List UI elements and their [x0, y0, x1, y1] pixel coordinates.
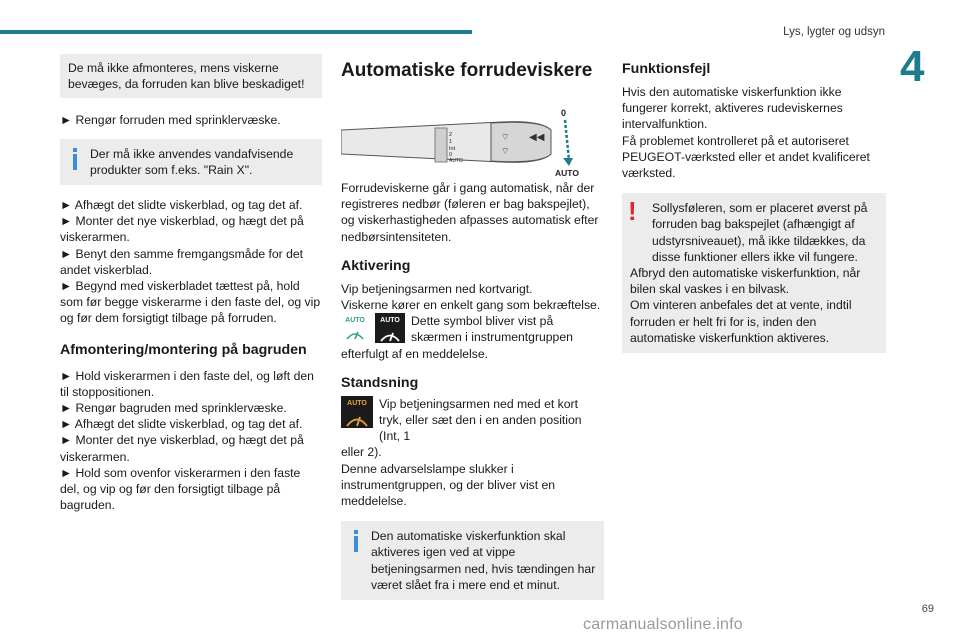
warning-text-2: Afbryd den automatiske viskerfunktion, når bilen skal vaskes i en bilvask.	[630, 266, 861, 297]
warning-text-1: Sollysføleren, som er placeret øverst på forruden bag bakspejlet (afhængigt af udstyrsniveauet), må ikke tildækkes, da disse funktioner ellers ikke vil fungere.	[652, 201, 868, 264]
stalk-scale-label: 1	[449, 139, 453, 145]
step-item: ► Afhægt det slidte viskerblad, og tag det af.	[60, 198, 303, 213]
arrow-head-icon	[563, 158, 573, 166]
heading-malfunction: Funktionsfejl	[622, 61, 711, 77]
column-1	[60, 54, 322, 513]
chapter-number: 4	[900, 42, 925, 91]
wiper-stalk-illustration	[341, 106, 579, 178]
info-icon	[70, 148, 79, 170]
stalk-scale-label: 0	[449, 152, 453, 158]
steps-list	[60, 197, 322, 327]
push-down-arrow-icon	[565, 120, 569, 160]
watermark: carmanualsonline.info	[583, 616, 743, 633]
section-heading: Automatiske forrudeviskere	[341, 60, 593, 81]
symbol-label: AUTO	[347, 399, 367, 407]
step-item: ► Hold viskerarmen i den faste del, og løft den til stoppositionen.	[60, 368, 314, 399]
intro-text: Forrudeviskerne går i gang automatisk, når der registreres nedbør (føleren er bag bakspejlet), og viskerhastigheden afpasses automatisk efter nedbørsintensiteten.	[341, 181, 599, 244]
note-box	[60, 54, 322, 98]
step-text: ► Rengør forruden med sprinklervæske.	[60, 113, 281, 128]
warning-exclamation-icon: !	[628, 196, 637, 227]
wiper-stalk-drawing	[341, 106, 581, 178]
stop-symbol-text: Vip betjeningsarmen ned med et kort tryk, eller sæt den i en anden position (Int, 1	[379, 396, 582, 444]
info-box	[341, 521, 604, 600]
fault-text-1: Hvis den automatiske viskerfunktion ikke fungerer korrekt, aktiveres rudeviskernes intervalfunktion.	[622, 85, 843, 132]
info-text: Den automatiske viskerfunktion skal aktiveres igen ved at vippe betjeningsarmen ned, hvis tændingen har været slået fra i mere end et minut.	[371, 529, 596, 592]
activate-tail-text: efterfulgt af en meddelelse.	[341, 346, 489, 361]
stop-text-2: Denne advarselslampe slukker i instrumentgruppen, og der bliver vist en meddelelse.	[341, 461, 556, 509]
fault-text-2: Få problemet kontrolleret på et autoriseret PEUGEOT-værksted eller et andet kvalificeret værksted.	[622, 133, 870, 181]
column-3	[622, 54, 886, 353]
note-text: De må ikke afmonteres, mens viskerne bevæges, da forruden kan blive beskadiget!	[68, 61, 305, 92]
stalk-scale-label: Int	[449, 146, 456, 152]
header-accent-bar	[0, 30, 472, 34]
step-item: ► Monter det nye viskerblad, og hægt det på viskerarmen.	[60, 433, 304, 464]
stop-tail-text: eller 2).	[341, 445, 382, 460]
activate-symbol-row	[341, 313, 604, 345]
step-item: ► Rengør bagruden med sprinklervæske.	[60, 401, 287, 416]
section-title: Lys, lygter og udsyn	[783, 26, 885, 38]
symbol-label: AUTO	[345, 317, 365, 325]
auto-wiper-filled-icon	[375, 313, 405, 343]
heading-stop: Standsning	[341, 374, 419, 391]
symbol-label: AUTO	[380, 317, 400, 325]
step-item: ► Afhægt det slidte viskerblad, og tag det af.	[60, 417, 303, 432]
stop-symbol-row	[341, 396, 604, 445]
info-box	[60, 139, 322, 185]
stalk-scale-label: 2	[449, 132, 453, 138]
auto-wiper-outline-icon	[341, 313, 369, 339]
page-number: 69	[921, 603, 934, 615]
warning-box	[622, 193, 886, 353]
step-item: ► Benyt den samme fremgangsmåde for det andet viskerblad.	[60, 246, 304, 277]
stalk-zero-label: 0	[561, 108, 567, 118]
step-item: ► Monter det nye viskerblad, og hægt det på viskerarmen.	[60, 214, 304, 245]
heading-activation: Aktivering	[341, 257, 411, 274]
stalk-auto-label: AUTO	[555, 168, 579, 178]
rear-steps-list	[60, 368, 322, 514]
stalk-scale-label: AUTO	[449, 158, 463, 164]
heading-rear-wiper: Afmontering/montering på bagruden	[60, 341, 307, 358]
warning-text-3: Om vinteren anbefales det at vente, indtil forruden er helt fri for is, inden den automatiske viskerfunktion aktiveres.	[630, 298, 852, 345]
auto-wiper-warning-lamp-icon	[341, 396, 373, 428]
step-item: ► Hold som ovenfor viskerarmen i den faste del, og vip og før den forsigtigt tilbage på bagruden.	[60, 465, 301, 513]
activate-symbol-text: Dette symbol bliver vist på skærmen i instrumentgruppen	[411, 314, 573, 345]
column-2	[341, 54, 604, 600]
info-icon	[351, 530, 360, 552]
info-text: Der må ikke anvendes vandafvisende produkter som f.eks. "Rain X".	[90, 146, 294, 177]
rear-wiper-icon: ⌔	[501, 146, 510, 156]
activate-text-2: Viskerne kører en enkelt gang som bekræftelse.	[341, 298, 601, 313]
wiper-spray-icon: ⌔	[501, 132, 510, 142]
step-item: ► Begynd med viskerbladet tættest på, hold som før begge viskerarme i den faste del, og vip og før dem forsigtigt tilbage på forruden.	[60, 279, 321, 326]
activate-text-1: Vip betjeningsarmen ned kortvarigt.	[341, 281, 533, 296]
rewind-arrows-icon: ◀◀	[529, 132, 545, 143]
